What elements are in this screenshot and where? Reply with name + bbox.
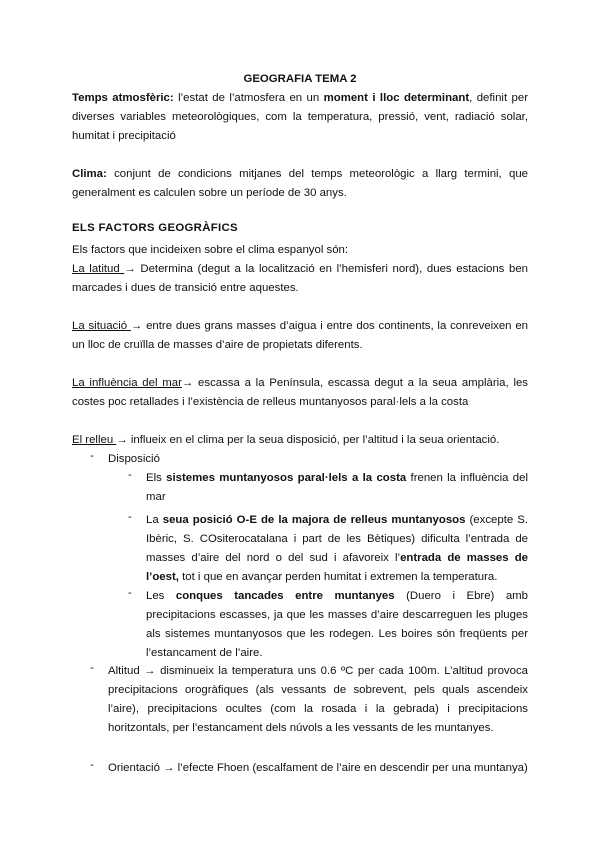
factors-intro: Els factors que incideixen sobre el clima espanyol són: (72, 244, 349, 256)
factor-situacio: La situació → entre dues grans masses d’aigua i entre dos continents, la conreveixen en un lloc de cruïlla de masses d’aire de propietats diferents. (72, 320, 528, 351)
temps-definition: Temps atmosfèric: l’estat de l’atmosfera en un moment i lloc determinant, definit per diverses variables meteorològiques, com la temperatura, pressió, vent, radiació solar, humitat i precipitació (72, 92, 528, 142)
altitud-item: - Altitud → disminueix la temperatura uns 0.6 ºC per cada 100m. L’altitud provoca precipitacions orogràfiques (als vessants de sobrevent, pels quals ascendeix l’aire), precipitacions ocultes (com la rosada i la gebrada) i precipitacions horitzontals, per l’estancament dels núvols a les vessants de les muntanyes. (90, 662, 528, 738)
factor-mar: La influència del mar→ escassa a la Península, escassa degut a la seua amplària, les costes poc retallades i l’existència de relleus muntanyosos paral·lels a la costa (72, 377, 529, 408)
disposicio-sub-2: - La seua posició O-E de la majora de relleus muntanyosos (excepte S. Ibèric, S. COsiterocatalana i part de les Bètiques) dificulta l’entrada de masses d’aire del nord o del sud i afavoreix l’entrada de masses de l’oest, tot i que en avançar perden humitat i extremen la temperatura. (128, 511, 529, 583)
orientacio-text: Orientació → l’efecte Fhoen (escalfament de l’aire en descendir per una muntanya) (108, 762, 528, 774)
factors-heading: ELS FACTORS GEOGRÀFICS (72, 222, 238, 234)
disposicio-label: Disposició (108, 453, 160, 465)
clima-definition: Clima: conjunt de condicions mitjanes del temps meteorològic a llarg termini, que generalment es calculen sobre un període de 30 anys. (72, 168, 528, 199)
disposicio-item (90, 450, 528, 469)
disposicio-dash: - (90, 450, 94, 462)
temps-term: Temps atmosfèric: (72, 92, 174, 104)
mar-label: La influència del mar (72, 377, 182, 389)
temps-bold: moment i lloc determinant (323, 92, 470, 104)
factor-relleu: El relleu → influeix en el clima per la seua disposició, per l’altitud i la seua orientació. (72, 434, 500, 446)
altitud-text: Altitud → disminueix la temperatura uns 0.6 ºC per cada 100m. L’altitud provoca precipitacions orogràfiques (als vessants de sobrevent, pels quals ascendeix l’aire), precipitacions ocultes (com la rosada i la gebrada) i precipitacions horitzontals, per l’estancament dels núvols a les vessants de les muntanyes. (108, 665, 528, 734)
disposicio-sub-3: - Les conques tancades entre muntanyes (Duero i Ebre) amb precipitacions escasses, ja que les masses d’aire descarreguen les pluges als sistemes muntanyosos que les rodegen. Les boires són freqüents per l’estancament de l’aire. (128, 587, 528, 659)
orientacio-item: - Orientació → l’efecte Fhoen (escalfament de l’aire en descendir per una muntanya) (90, 759, 528, 778)
situacio-label: La situació (72, 320, 131, 332)
disposicio-sub-1: - Els sistemes muntanyosos paral·lels a la costa frenen la influència del mar (128, 469, 528, 503)
factor-latitud: La latitud → Determina (degut a la localització en l’hemisferi nord), dues estacions ben marcades i dues de transició entre aquestes. (72, 263, 528, 294)
relleu-label: El relleu (72, 434, 117, 446)
document-title: GEOGRAFIA TEMA 2 (243, 73, 357, 85)
clima-term: Clima: (72, 168, 107, 180)
latitud-label: La latitud (72, 263, 125, 275)
